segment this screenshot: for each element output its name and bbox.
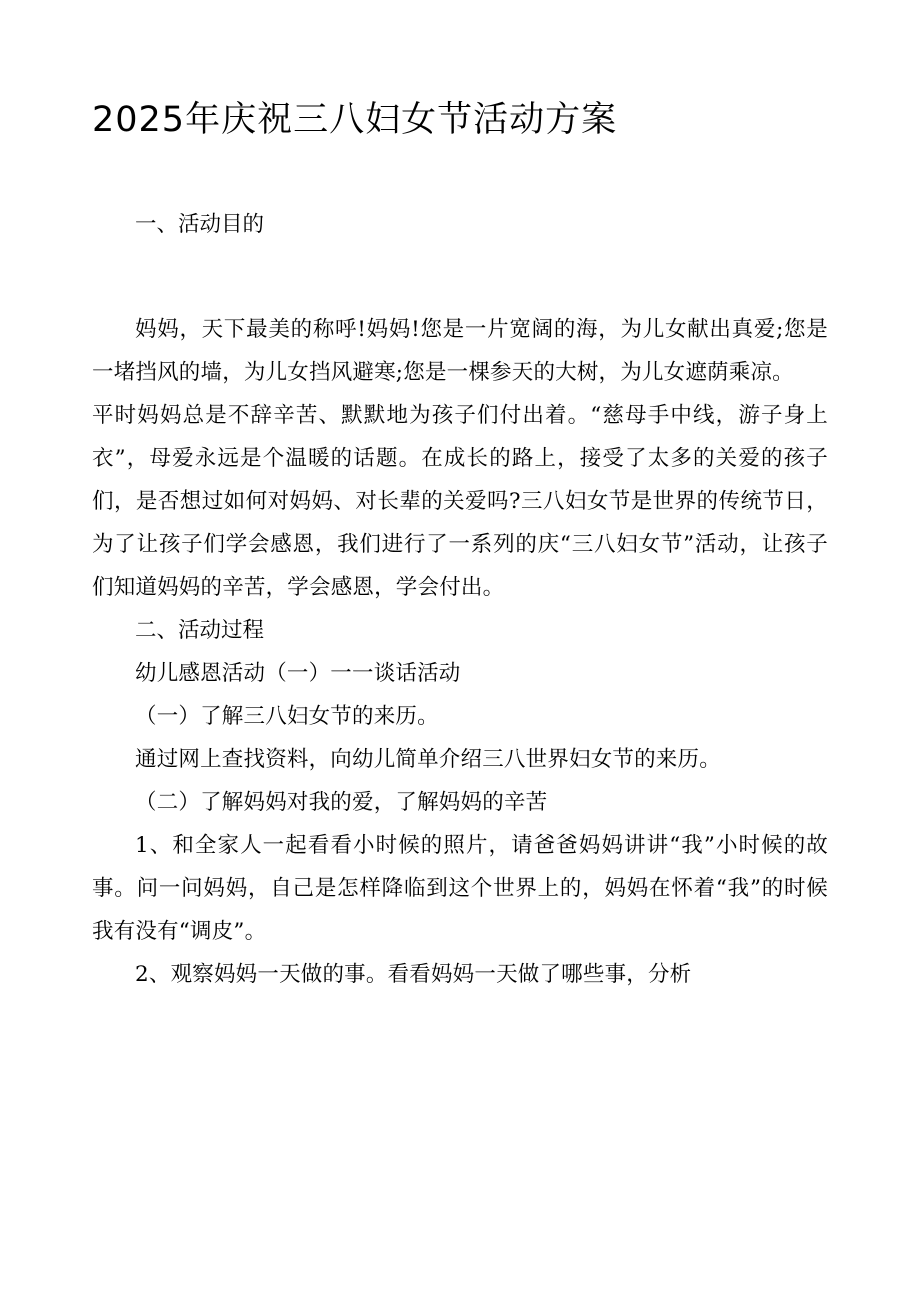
page-title: 2025年庆祝三八妇女节活动方案 xyxy=(92,100,618,140)
section-heading-activity-purpose: 一、活动目的 xyxy=(135,212,265,237)
paragraph-item-one-detail: 通过网上查找资料，向幼儿简单介绍三八世界妇女节的来历。 xyxy=(135,747,721,772)
paragraph-gratitude-background: 平时妈妈总是不辞辛苦、默默地为孩子们付出着。“慈母手中线，游子身上衣”，母爱永远是个温暖的话题。在成长的路上，接受了太多的关爱的孩子们，是否想过如何对妈妈、对长辈的关爱吗?三八妇女节是世界的传统节日，为了让孩子们学会感恩，我们进行了一系列的庆“三八妇女节”活动，让孩子们知道妈妈的辛苦，学会感恩，学会付出。 xyxy=(92,403,828,600)
paragraph-task-two: 2、观察妈妈一天做的事。看看妈妈一天做了哪些事，分析 xyxy=(135,962,692,987)
paragraph-mother-praise: 妈妈，天下最美的称呼!妈妈!您是一片宽阔的海，为儿女献出真爱;您是一堵挡风的墙，为儿女挡风避寒;您是一棵参天的大树，为儿女遮荫乘凉。 xyxy=(92,317,828,385)
paragraph-item-one: （一）了解三八妇女节的来历。 xyxy=(135,704,439,729)
spacer xyxy=(92,246,828,308)
paragraph-item-two: （二）了解妈妈对我的爱，了解妈妈的辛苦 xyxy=(135,790,548,815)
paragraph-task-one: 1、和全家人一起看看小时候的照片，请爸爸妈妈讲讲“我”小时候的故事。问一问妈妈，自己是怎样降临到这个世界上的，妈妈在怀着“我”的时候我有没有“调皮”。 xyxy=(92,833,828,944)
section-heading-activity-process: 二、活动过程 xyxy=(135,618,265,643)
paragraph-activity-one-title: 幼儿感恩活动（一）一一谈话活动 xyxy=(135,661,461,686)
